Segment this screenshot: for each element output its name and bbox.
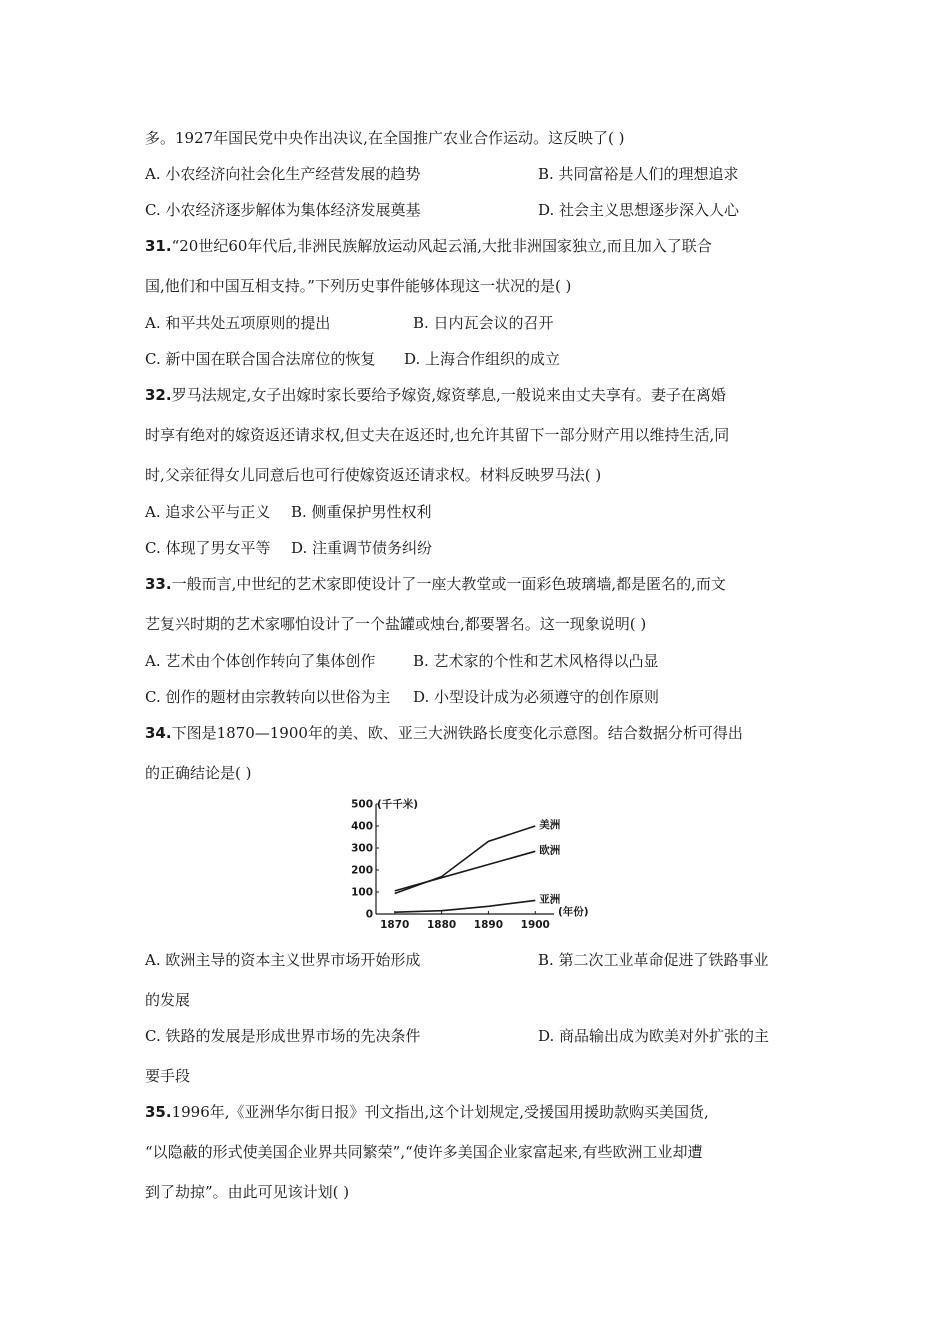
q33-option-d[interactable]: D. 小型设计成为必须遵守的创作原则	[413, 688, 660, 706]
q31-option-d[interactable]: D. 上海合作组织的成立	[404, 350, 561, 368]
q33-stem-text-1: 一般而言,中世纪的艺术家即使设计了一座大教堂或一面彩色玻璃墙,都是匿名的,而文	[171, 575, 726, 593]
x-tick-label: 1890	[473, 919, 504, 931]
y-tick-label: 400	[351, 820, 373, 833]
q34-number: 34.	[145, 724, 172, 742]
q35-stem-line-1	[145, 1102, 709, 1122]
q34-stem-line-2: 的正确结论是( )	[145, 764, 252, 782]
y-tick-label: 100	[351, 886, 373, 899]
q33-option-b[interactable]: B. 艺术家的个性和艺术风格得以凸显	[413, 652, 659, 670]
series-line-2	[395, 851, 536, 891]
x-tick-label: 1880	[426, 919, 457, 931]
q34-option-d-wrap[interactable]: 要手段	[145, 1067, 191, 1085]
q32-option-d[interactable]: D. 注重调节债务纠纷	[291, 539, 433, 557]
q33-option-c[interactable]: C. 创作的题材由宗教转向以世俗为主	[145, 688, 391, 706]
q35-stem-text-1: 1996年,《亚洲华尔街日报》刊文指出,这个计划规定,受援国用援助款购买美国货,	[171, 1103, 709, 1121]
q33-stem-line-2: 艺复兴时期的艺术家哪怕设计了一个盐罐或烛台,都要署名。这一现象说明( )	[145, 615, 647, 633]
series-label-2: 欧洲	[539, 844, 561, 857]
q33-option-a[interactable]: A. 艺术由个体创作转向了集体创作	[145, 652, 376, 670]
railway-length-chart	[340, 796, 610, 936]
series-label-1: 美洲	[539, 819, 561, 831]
q33-stem-line-1	[145, 574, 726, 594]
q31-option-a[interactable]: A. 和平共处五项原则的提出	[145, 314, 331, 332]
y-axis-label: (千千米)	[377, 798, 419, 811]
q32-stem-line-3: 时,父亲征得女儿同意后也可行使嫁资返还请求权。材料反映罗马法( )	[145, 466, 602, 484]
series-label-3: 亚洲	[539, 893, 561, 906]
chart-labels	[377, 798, 589, 919]
series-line-1	[395, 826, 536, 894]
series-line-3	[395, 900, 536, 912]
y-tick-label: 300	[351, 842, 373, 855]
q32-option-b[interactable]: B. 侧重保护男性权利	[291, 503, 432, 521]
q34-option-b[interactable]: B. 第二次工业革命促进了铁路事业	[538, 951, 769, 969]
q31-stem-line-2: 国,他们和中国互相支持。”下列历史事件能够体现这一状况的是( )	[145, 277, 572, 295]
q34-option-a[interactable]: A. 欧洲主导的资本主义世界市场开始形成	[145, 951, 421, 969]
x-tick-label: 1900	[520, 919, 550, 931]
q34-option-b-wrap[interactable]: 的发展	[145, 991, 191, 1009]
q32-stem-text-1: 罗马法规定,女子出嫁时家长要给予嫁资,嫁资孳息,一般说来由丈夫享有。妻子在离婚	[171, 386, 726, 404]
q34-stem-text-1: 下图是1870—1900年的美、欧、亚三大洲铁路长度变化示意图。结合数据分析可得出	[171, 724, 743, 742]
y-tick-label: 500	[351, 798, 373, 811]
chart-axes	[351, 799, 554, 932]
q31-stem-text-1: “20世纪60年代后,非洲民族解放运动风起云涌,大批非洲国家独立,而且加入了联合	[171, 237, 712, 255]
q35-number: 35.	[145, 1103, 172, 1121]
x-tick-label: 1870	[380, 919, 410, 931]
q30-option-a[interactable]: A. 小农经济向社会化生产经营发展的趋势	[145, 165, 421, 183]
q31-number: 31.	[145, 237, 172, 255]
q30-option-c[interactable]: C. 小农经济逐步解体为集体经济发展奠基	[145, 201, 421, 219]
q32-number: 32.	[145, 386, 172, 404]
q30-option-b[interactable]: B. 共同富裕是人们的理想追求	[538, 165, 739, 183]
q34-option-c[interactable]: C. 铁路的发展是形成世界市场的先决条件	[145, 1027, 421, 1045]
q32-option-c[interactable]: C. 体现了男女平等	[145, 539, 271, 557]
q31-option-c[interactable]: C. 新中国在联合国合法席位的恢复	[145, 350, 376, 368]
q32-stem-line-1	[145, 385, 726, 405]
q30-option-d[interactable]: D. 社会主义思想逐步深入人心	[538, 201, 740, 219]
q35-stem-line-2: “以隐蔽的形式使美国企业界共同繁荣”,“使许多美国企业家富起来,有些欧洲工业却遭	[145, 1143, 703, 1161]
q32-stem-line-2: 时享有绝对的嫁资返还请求权,但丈夫在返还时,也允许其留下一部分财产用以维持生活,同	[145, 426, 730, 444]
y-tick-label: 200	[351, 864, 373, 877]
q31-option-b[interactable]: B. 日内瓦会议的召开	[413, 314, 554, 332]
q34-option-d[interactable]: D. 商品输出成为欧美对外扩张的主	[538, 1027, 770, 1045]
q32-option-a[interactable]: A. 追求公平与正义	[145, 503, 271, 521]
q33-number: 33.	[145, 575, 172, 593]
q31-stem-line-1	[145, 236, 712, 256]
q35-stem-line-3: 到了劫掠”。由此可见该计划( )	[145, 1183, 350, 1201]
x-axis-label: (年份)	[558, 906, 589, 918]
q30-stem: 多。1927年国民党中央作出决议,在全国推广农业合作运动。这反映了( )	[145, 129, 625, 147]
q34-stem-line-1	[145, 723, 743, 743]
y-tick-label: 0	[365, 908, 373, 921]
chart-lines	[395, 826, 536, 912]
